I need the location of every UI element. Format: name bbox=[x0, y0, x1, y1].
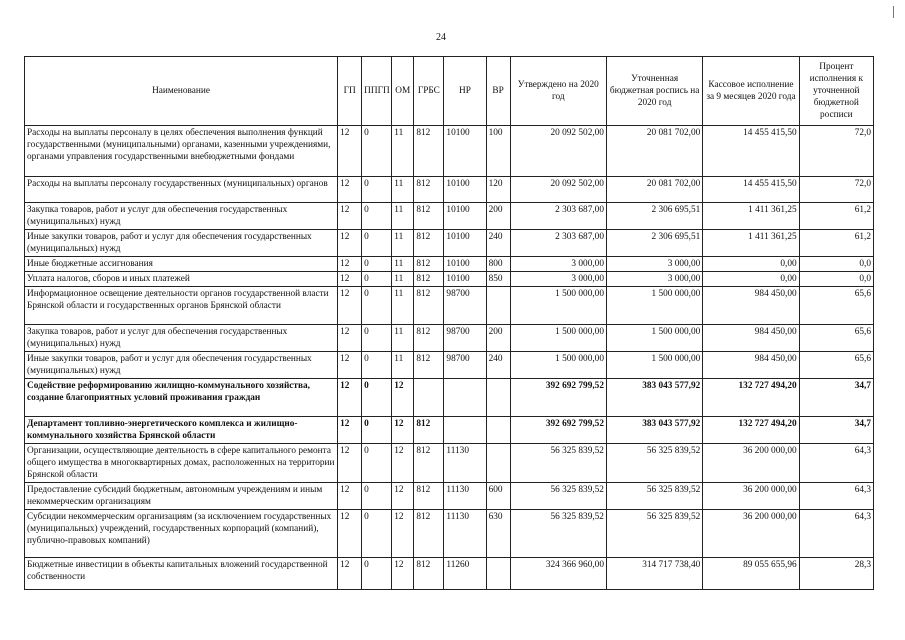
budget-table bbox=[24, 56, 874, 590]
header-om: ОМ bbox=[392, 57, 414, 126]
header-grbs: ГРБС bbox=[414, 57, 444, 126]
row-om: 12 bbox=[392, 444, 414, 483]
row-nr: 10100 bbox=[444, 272, 486, 287]
row-cash: 0,00 bbox=[703, 257, 799, 272]
row-refined: 56 325 839,52 bbox=[606, 444, 702, 483]
header-gp: ГП bbox=[338, 57, 362, 126]
table-row bbox=[25, 417, 874, 444]
row-gp: 12 bbox=[338, 257, 362, 272]
row-name: Закупка товаров, работ и услуг для обеспечения государственных (муниципальных) нужд bbox=[25, 203, 338, 230]
row-approved: 1 500 000,00 bbox=[510, 325, 606, 352]
table-row bbox=[25, 203, 874, 230]
row-approved: 56 325 839,52 bbox=[510, 483, 606, 510]
row-vr: 120 bbox=[486, 177, 510, 203]
row-om: 11 bbox=[392, 203, 414, 230]
row-refined: 56 325 839,52 bbox=[606, 483, 702, 510]
row-approved: 324 366 960,00 bbox=[510, 558, 606, 590]
row-name: Расходы на выплаты персоналу в целях обеспечения выполнения функций государственными (муниципальными) органами, казенными учреждениями, органами управления государственными внебюджетными фондами bbox=[25, 126, 338, 177]
row-percent: 64,3 bbox=[799, 483, 873, 510]
row-approved: 2 303 687,00 bbox=[510, 230, 606, 257]
row-om: 12 bbox=[392, 379, 414, 417]
row-ppgp: 0 bbox=[362, 272, 392, 287]
row-name: Организации, осуществляющие деятельность в сфере капитального ремонта общего имущества в многоквартирных домах, расположенных на территории Брянской области bbox=[25, 444, 338, 483]
row-percent: 64,3 bbox=[799, 444, 873, 483]
row-gp: 12 bbox=[338, 483, 362, 510]
row-cash: 89 055 655,96 bbox=[703, 558, 799, 590]
row-grbs: 812 bbox=[414, 444, 444, 483]
header-nr: НР bbox=[444, 57, 486, 126]
row-refined: 56 325 839,52 bbox=[606, 510, 702, 558]
row-nr: 10100 bbox=[444, 203, 486, 230]
row-percent: 0,0 bbox=[799, 257, 873, 272]
row-om: 11 bbox=[392, 287, 414, 325]
row-nr: 11130 bbox=[444, 444, 486, 483]
row-name: Иные закупки товаров, работ и услуг для обеспечения государственных (муниципальных) нужд bbox=[25, 230, 338, 257]
table-row bbox=[25, 325, 874, 352]
row-om: 11 bbox=[392, 257, 414, 272]
row-nr: 98700 bbox=[444, 287, 486, 325]
row-percent: 65,6 bbox=[799, 352, 873, 379]
row-name: Бюджетные инвестиции в объекты капитальных вложений государственной собственности bbox=[25, 558, 338, 590]
row-name: Иные бюджетные ассигнования bbox=[25, 257, 338, 272]
table-row bbox=[25, 379, 874, 417]
row-gp: 12 bbox=[338, 325, 362, 352]
row-vr: 240 bbox=[486, 352, 510, 379]
row-nr: 11130 bbox=[444, 510, 486, 558]
row-vr: 800 bbox=[486, 257, 510, 272]
row-nr: 10100 bbox=[444, 126, 486, 177]
row-percent: 65,6 bbox=[799, 287, 873, 325]
row-ppgp: 0 bbox=[362, 379, 392, 417]
row-approved: 1 500 000,00 bbox=[510, 287, 606, 325]
row-vr bbox=[486, 558, 510, 590]
row-refined: 1 500 000,00 bbox=[606, 287, 702, 325]
row-name: Информационное освещение деятельности органов государственной власти Брянской области и государственных органов Брянской области bbox=[25, 287, 338, 325]
row-cash: 984 450,00 bbox=[703, 325, 799, 352]
row-gp: 12 bbox=[338, 230, 362, 257]
row-vr: 100 bbox=[486, 126, 510, 177]
row-om: 11 bbox=[392, 325, 414, 352]
row-approved: 1 500 000,00 bbox=[510, 352, 606, 379]
row-ppgp: 0 bbox=[362, 417, 392, 444]
row-vr bbox=[486, 379, 510, 417]
row-cash: 14 455 415,50 bbox=[703, 177, 799, 203]
table-row bbox=[25, 483, 874, 510]
row-refined: 1 500 000,00 bbox=[606, 325, 702, 352]
row-approved: 20 092 502,00 bbox=[510, 177, 606, 203]
row-grbs: 812 bbox=[414, 352, 444, 379]
row-gp: 12 bbox=[338, 558, 362, 590]
row-nr: 98700 bbox=[444, 352, 486, 379]
row-gp: 12 bbox=[338, 417, 362, 444]
row-vr: 600 bbox=[486, 483, 510, 510]
header-vr: ВР bbox=[486, 57, 510, 126]
row-percent: 65,6 bbox=[799, 325, 873, 352]
row-name: Уплата налогов, сборов и иных платежей bbox=[25, 272, 338, 287]
row-percent: 72,0 bbox=[799, 126, 873, 177]
row-ppgp: 0 bbox=[362, 483, 392, 510]
row-refined: 383 043 577,92 bbox=[606, 417, 702, 444]
row-grbs: 812 bbox=[414, 417, 444, 444]
row-name: Расходы на выплаты персоналу государственных (муниципальных) органов bbox=[25, 177, 338, 203]
row-nr: 98700 bbox=[444, 325, 486, 352]
row-vr: 850 bbox=[486, 272, 510, 287]
row-cash: 36 200 000,00 bbox=[703, 444, 799, 483]
table-row bbox=[25, 257, 874, 272]
row-vr: 630 bbox=[486, 510, 510, 558]
row-gp: 12 bbox=[338, 272, 362, 287]
row-cash: 36 200 000,00 bbox=[703, 483, 799, 510]
header-ppgp: ППГП bbox=[362, 57, 392, 126]
row-vr bbox=[486, 417, 510, 444]
row-cash: 0,00 bbox=[703, 272, 799, 287]
row-nr bbox=[444, 379, 486, 417]
row-om: 11 bbox=[392, 126, 414, 177]
row-approved: 20 092 502,00 bbox=[510, 126, 606, 177]
header-row bbox=[25, 57, 874, 126]
header-refined: Уточненная бюджетная роспись на 2020 год bbox=[606, 57, 702, 126]
row-ppgp: 0 bbox=[362, 203, 392, 230]
row-approved: 56 325 839,52 bbox=[510, 510, 606, 558]
row-grbs: 812 bbox=[414, 483, 444, 510]
row-ppgp: 0 bbox=[362, 257, 392, 272]
row-refined: 1 500 000,00 bbox=[606, 352, 702, 379]
row-nr: 11130 bbox=[444, 483, 486, 510]
row-percent: 61,2 bbox=[799, 230, 873, 257]
row-approved: 56 325 839,52 bbox=[510, 444, 606, 483]
row-gp: 12 bbox=[338, 510, 362, 558]
row-gp: 12 bbox=[338, 177, 362, 203]
table-row bbox=[25, 444, 874, 483]
row-refined: 314 717 738,40 bbox=[606, 558, 702, 590]
row-om: 11 bbox=[392, 352, 414, 379]
row-ppgp: 0 bbox=[362, 510, 392, 558]
row-ppgp: 0 bbox=[362, 230, 392, 257]
table-row bbox=[25, 272, 874, 287]
row-refined: 2 306 695,51 bbox=[606, 230, 702, 257]
row-percent: 61,2 bbox=[799, 203, 873, 230]
table-row bbox=[25, 177, 874, 203]
row-grbs: 812 bbox=[414, 325, 444, 352]
row-cash: 36 200 000,00 bbox=[703, 510, 799, 558]
row-grbs: 812 bbox=[414, 257, 444, 272]
row-om: 12 bbox=[392, 417, 414, 444]
row-percent: 0,0 bbox=[799, 272, 873, 287]
row-approved: 392 692 799,52 bbox=[510, 417, 606, 444]
row-refined: 20 081 702,00 bbox=[606, 177, 702, 203]
row-ppgp: 0 bbox=[362, 177, 392, 203]
header-name: Наименование bbox=[25, 57, 338, 126]
row-cash: 1 411 361,25 bbox=[703, 203, 799, 230]
row-grbs: 812 bbox=[414, 230, 444, 257]
row-om: 12 bbox=[392, 558, 414, 590]
table-row bbox=[25, 558, 874, 590]
row-refined: 383 043 577,92 bbox=[606, 379, 702, 417]
row-cash: 132 727 494,20 bbox=[703, 417, 799, 444]
row-grbs: 812 bbox=[414, 126, 444, 177]
row-gp: 12 bbox=[338, 352, 362, 379]
row-approved: 392 692 799,52 bbox=[510, 379, 606, 417]
row-percent: 34,7 bbox=[799, 379, 873, 417]
row-nr: 11260 bbox=[444, 558, 486, 590]
row-percent: 64,3 bbox=[799, 510, 873, 558]
row-om: 12 bbox=[392, 510, 414, 558]
row-percent: 72,0 bbox=[799, 177, 873, 203]
row-vr: 200 bbox=[486, 203, 510, 230]
row-gp: 12 bbox=[338, 379, 362, 417]
row-name: Закупка товаров, работ и услуг для обеспечения государственных (муниципальных) нужд bbox=[25, 325, 338, 352]
row-name: Субсидии некоммерческим организациям (за исключением государственных (муниципальных) учреждений, государственных корпораций (компаний), публично-правовых компаний) bbox=[25, 510, 338, 558]
row-ppgp: 0 bbox=[362, 325, 392, 352]
row-name: Содействие реформированию жилищно-коммунального хозяйства, создание благоприятных условий проживания граждан bbox=[25, 379, 338, 417]
row-nr bbox=[444, 417, 486, 444]
row-ppgp: 0 bbox=[362, 126, 392, 177]
row-name: Департамент топливно-энергетического комплекса и жилищно-коммунального хозяйства Брянской области bbox=[25, 417, 338, 444]
row-grbs: 812 bbox=[414, 510, 444, 558]
row-grbs bbox=[414, 379, 444, 417]
row-ppgp: 0 bbox=[362, 558, 392, 590]
row-ppgp: 0 bbox=[362, 287, 392, 325]
row-nr: 10100 bbox=[444, 257, 486, 272]
row-nr: 10100 bbox=[444, 177, 486, 203]
header-approved: Утверждено на 2020 год bbox=[510, 57, 606, 126]
row-gp: 12 bbox=[338, 444, 362, 483]
row-percent: 34,7 bbox=[799, 417, 873, 444]
row-grbs: 812 bbox=[414, 558, 444, 590]
row-name: Предоставление субсидий бюджетным, автономным учреждениям и иным некоммерческим организациям bbox=[25, 483, 338, 510]
row-cash: 984 450,00 bbox=[703, 287, 799, 325]
row-name: Иные закупки товаров, работ и услуг для обеспечения государственных (муниципальных) нужд bbox=[25, 352, 338, 379]
row-om: 11 bbox=[392, 272, 414, 287]
row-om: 11 bbox=[392, 177, 414, 203]
row-cash: 14 455 415,50 bbox=[703, 126, 799, 177]
row-om: 11 bbox=[392, 230, 414, 257]
row-ppgp: 0 bbox=[362, 352, 392, 379]
header-cash: Кассовое исполнение за 9 месяцев 2020 года bbox=[703, 57, 799, 126]
row-approved: 2 303 687,00 bbox=[510, 203, 606, 230]
row-refined: 3 000,00 bbox=[606, 272, 702, 287]
row-gp: 12 bbox=[338, 287, 362, 325]
row-nr: 10100 bbox=[444, 230, 486, 257]
row-cash: 984 450,00 bbox=[703, 352, 799, 379]
edge-mark bbox=[893, 6, 894, 18]
row-vr: 240 bbox=[486, 230, 510, 257]
row-approved: 3 000,00 bbox=[510, 257, 606, 272]
table-row bbox=[25, 352, 874, 379]
row-grbs: 812 bbox=[414, 287, 444, 325]
header-percent: Процент исполнения к уточненной бюджетной росписи bbox=[799, 57, 873, 126]
row-ppgp: 0 bbox=[362, 444, 392, 483]
row-vr: 200 bbox=[486, 325, 510, 352]
row-cash: 1 411 361,25 bbox=[703, 230, 799, 257]
table-row bbox=[25, 510, 874, 558]
table-row bbox=[25, 287, 874, 325]
row-grbs: 812 bbox=[414, 203, 444, 230]
row-vr bbox=[486, 287, 510, 325]
page-number: 24 bbox=[436, 32, 446, 43]
row-vr bbox=[486, 444, 510, 483]
row-grbs: 812 bbox=[414, 177, 444, 203]
table-row bbox=[25, 126, 874, 177]
row-refined: 20 081 702,00 bbox=[606, 126, 702, 177]
row-refined: 3 000,00 bbox=[606, 257, 702, 272]
row-refined: 2 306 695,51 bbox=[606, 203, 702, 230]
row-grbs: 812 bbox=[414, 272, 444, 287]
row-gp: 12 bbox=[338, 126, 362, 177]
row-approved: 3 000,00 bbox=[510, 272, 606, 287]
row-percent: 28,3 bbox=[799, 558, 873, 590]
row-gp: 12 bbox=[338, 203, 362, 230]
table-row bbox=[25, 230, 874, 257]
row-om: 12 bbox=[392, 483, 414, 510]
row-cash: 132 727 494,20 bbox=[703, 379, 799, 417]
